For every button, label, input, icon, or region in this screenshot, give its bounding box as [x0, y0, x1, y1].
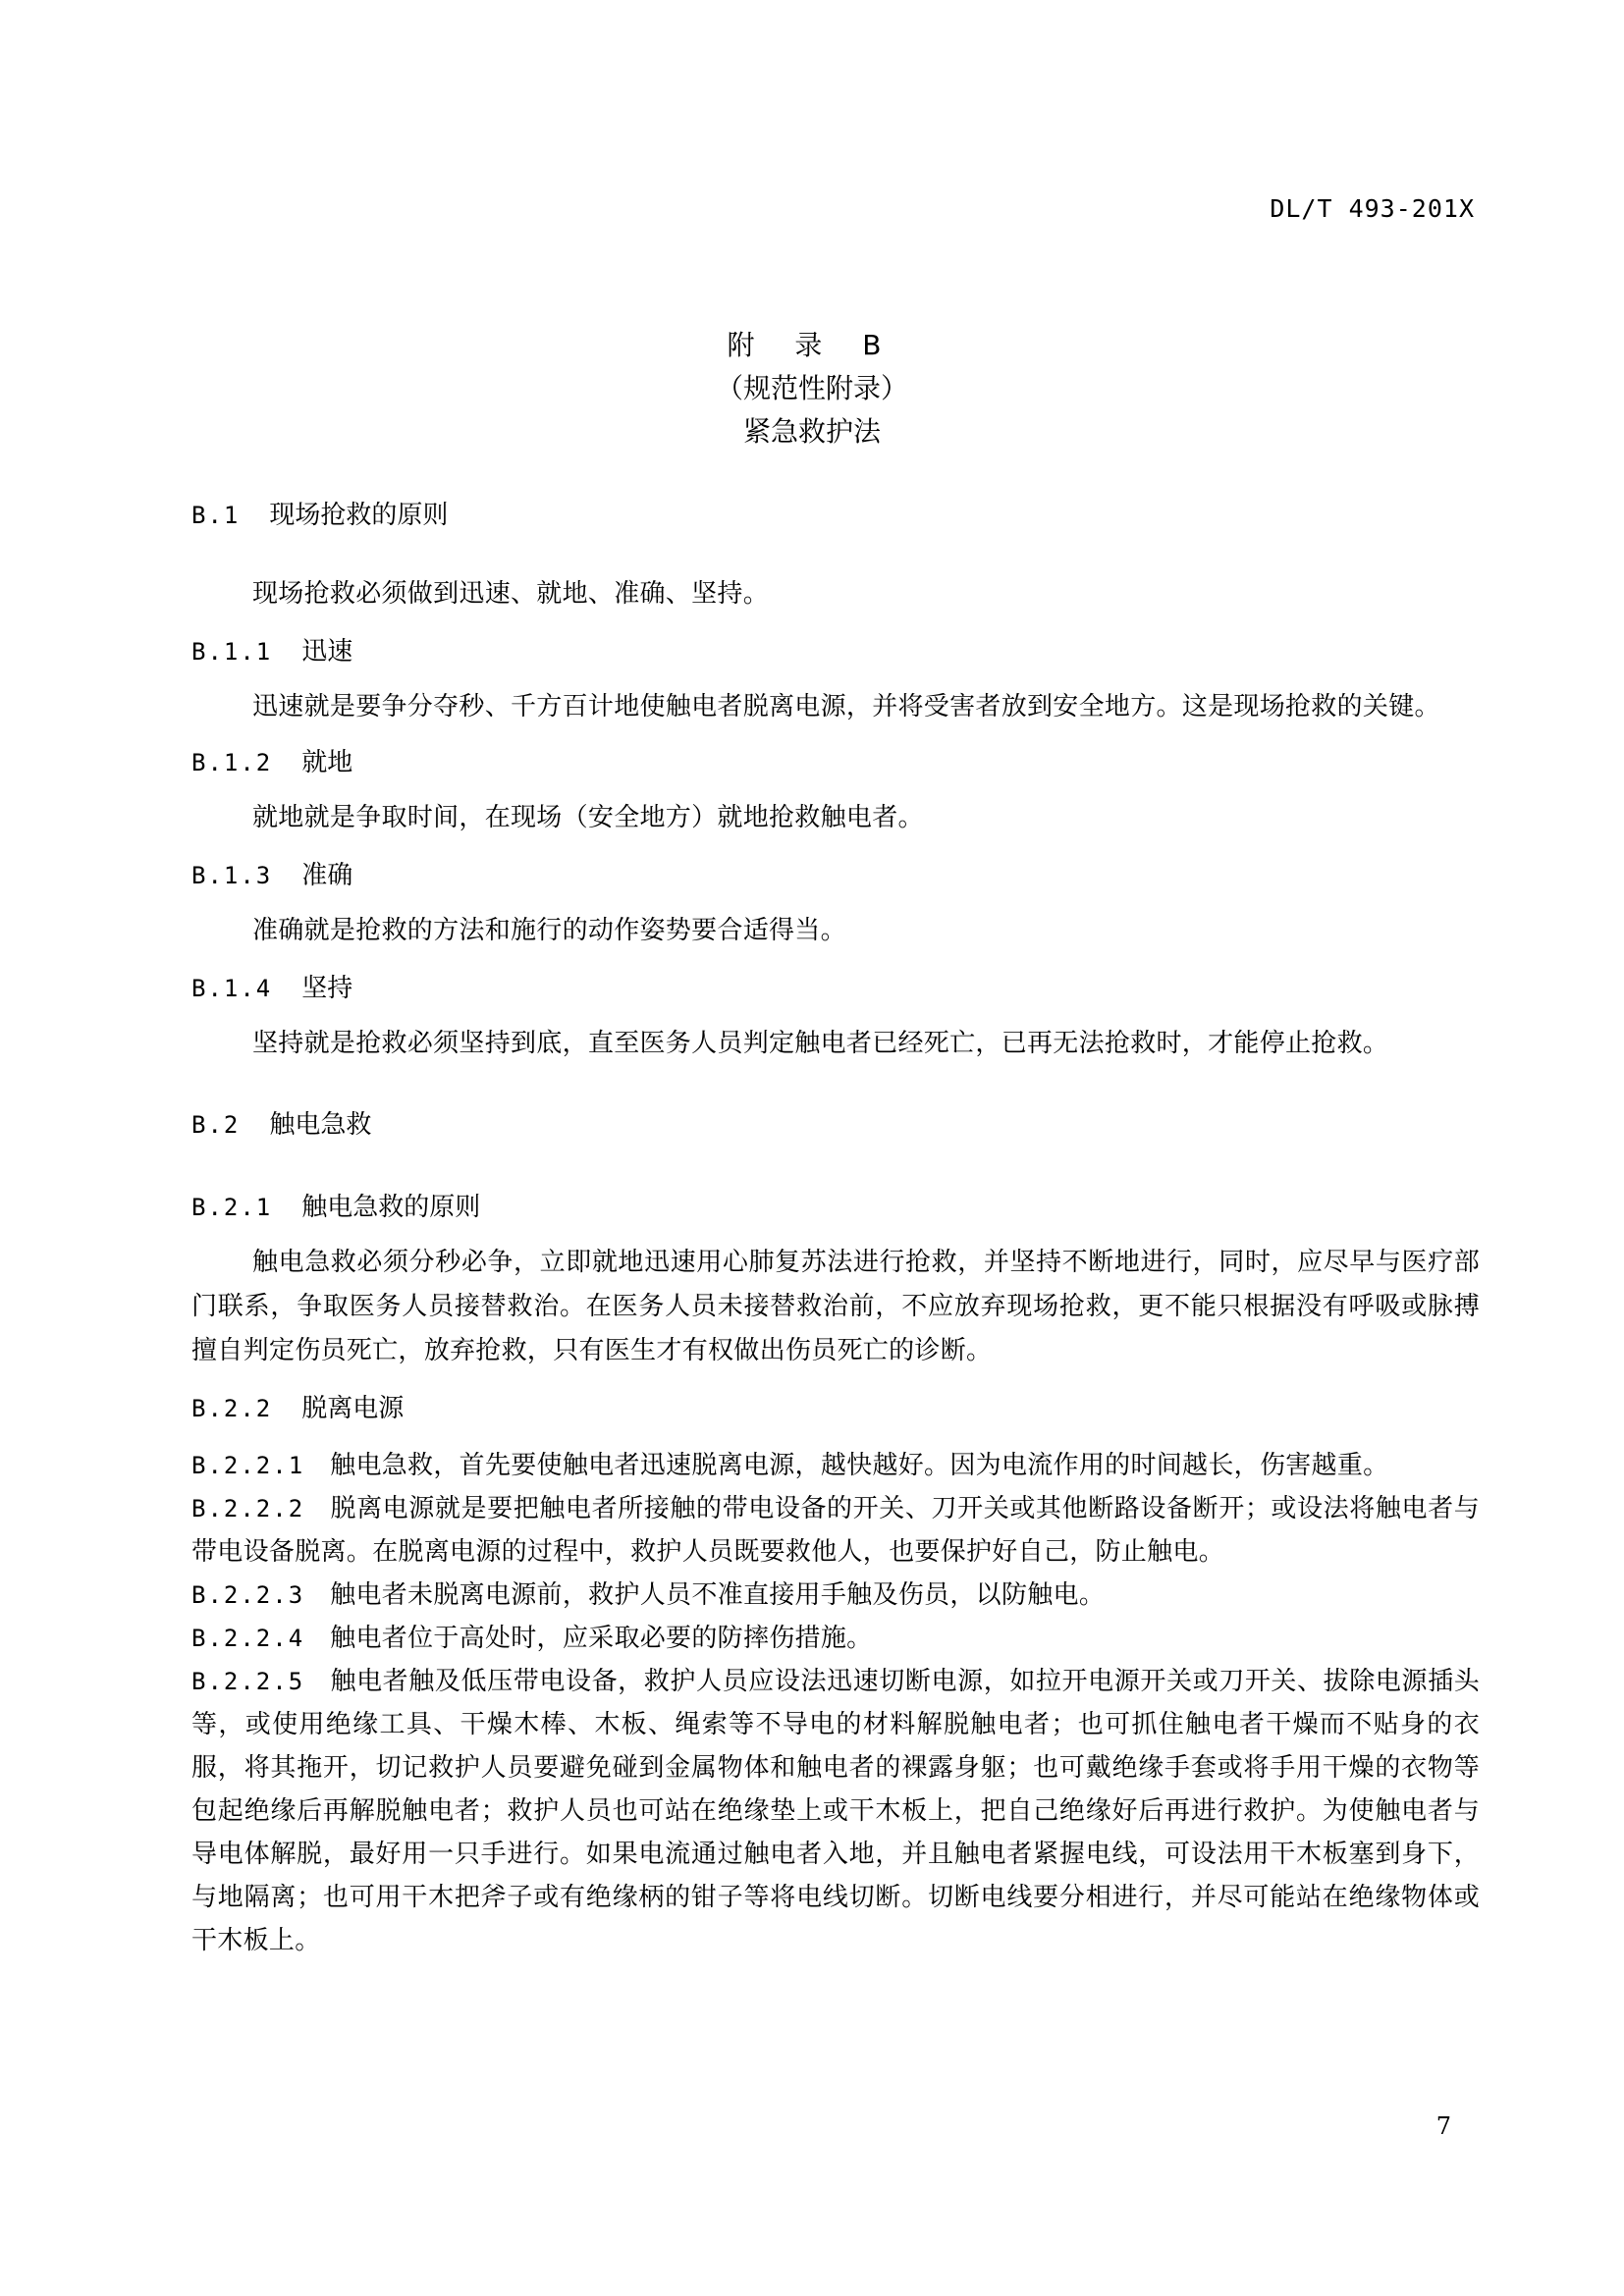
paragraph: 准确就是抢救的方法和施行的动作姿势要合适得当。	[252, 916, 846, 945]
clause-number: B.2.2.1	[191, 1452, 305, 1479]
section-number: B.1.3	[191, 862, 273, 889]
clause-b2-2-1	[191, 1444, 1480, 1487]
section-heading-b1-1	[191, 632, 1480, 671]
section-title: 现场抢救的原则	[269, 501, 449, 530]
section-number: B.2.1	[191, 1194, 273, 1221]
section-title: 就地	[301, 748, 353, 777]
clause-b2-2-4	[191, 1617, 1480, 1660]
section-title: 坚持	[301, 974, 353, 1003]
annex-title-block	[0, 324, 1624, 454]
section-heading-b1-3	[191, 856, 1480, 895]
paragraph: 坚持就是抢救必须坚持到底，直至医务人员判定触电者已经死亡，已再无法抢救时，才能停止抢救。	[252, 1029, 1389, 1058]
section-number: B.1.4	[191, 975, 273, 1002]
document-code: DL/T 493-201X	[1270, 194, 1475, 223]
annex-name: 紧急救护法	[742, 415, 881, 448]
clause-number: B.2.2.2	[191, 1495, 305, 1522]
section-heading-b2-2	[191, 1389, 1480, 1428]
section-heading-b2-1	[191, 1188, 1480, 1227]
page-number: 7	[1435, 2112, 1451, 2140]
section-number: B.1.1	[191, 638, 273, 666]
paragraph: 迅速就是要争分夺秒、千方百计地使触电者脱离电源，并将受害者放到安全地方。这是现场抢救的关键。	[252, 692, 1440, 721]
section-title: 触电急救的原则	[301, 1193, 481, 1222]
section-title: 准确	[301, 861, 353, 890]
section-heading-b1	[191, 496, 1480, 535]
clause-b2-2-5	[191, 1660, 1480, 1962]
document-body	[191, 496, 1480, 1962]
section-title: 触电急救	[269, 1110, 372, 1140]
section-number: B.2.2	[191, 1395, 273, 1422]
annex-type: （规范性附录）	[715, 372, 908, 404]
section-title: 脱离电源	[301, 1394, 405, 1423]
section-title: 迅速	[301, 637, 353, 667]
clause-text: 触电者触及低压带电设备，救护人员应设法迅速切断电源，如拉开电源开关或刀开关、拔除电源插头等，或使用绝缘工具、干燥木棒、木板、绳索等不导电的材料解脱触电者；也可抓住触电者干燥而不贴身的衣服，将其拖开，切记救护人员要避免碰到金属物体和触电者的裸露身躯；也可戴绝缘手套或将手用干燥的衣物等包起绝缘后再解脱触电者；救护人员也可站在绝缘垫上或干木板上，把自己绝缘好后再进行救护。为使触电者与导电体解脱，最好用一只手进行。如果电流通过触电者入地，并且触电者紧握电线，可设法用干木板塞到身下，与地隔离；也可用干木把斧子或有绝缘柄的钳子等将电线切断。切断电线要分相进行，并尽可能站在绝缘物体或干木板上。	[191, 1667, 1480, 1955]
section-heading-b1-2	[191, 743, 1480, 782]
section-heading-b2	[191, 1105, 1480, 1145]
clause-text: 触电者未脱离电源前，救护人员不准直接用手触及伤员，以防触电。	[330, 1580, 1106, 1610]
clause-b2-2-2	[191, 1487, 1480, 1574]
clause-text: 脱离电源就是要把触电者所接触的带电设备的开关、刀开关或其他断路设备断开；或设法将触电者与带电设备脱离。在脱离电源的过程中，救护人员既要救他人，也要保护好自己，防止触电。	[191, 1494, 1480, 1567]
clause-number: B.2.2.3	[191, 1581, 305, 1609]
paragraph: 就地就是争取时间，在现场（安全地方）就地抢救触电者。	[252, 803, 924, 832]
section-number: B.1.2	[191, 749, 273, 776]
clause-text: 触电急救，首先要使触电者迅速脱离电源，越快越好。因为电流作用的时间越长，伤害越重。	[330, 1451, 1389, 1480]
section-number: B.2	[191, 1111, 241, 1139]
clause-number: B.2.2.4	[191, 1625, 305, 1652]
clause-b2-2-3	[191, 1574, 1480, 1617]
annex-label: 附 录 B	[727, 329, 897, 361]
clause-text: 触电者位于高处时，应采取必要的防摔伤措施。	[330, 1624, 873, 1653]
paragraph: 现场抢救必须做到迅速、就地、准确、坚持。	[252, 579, 770, 609]
section-number: B.1	[191, 502, 241, 529]
clause-number: B.2.2.5	[191, 1668, 305, 1695]
paragraph: 触电急救必须分秒必争，立即就地迅速用心肺复苏法进行抢救，并坚持不断地进行，同时，应尽早与医疗部门联系，争取医务人员接替救治。在医务人员未接替救治前，不应放弃现场抢救，更不能只根据没有呼吸或脉搏擅自判定伤员死亡，放弃抢救，只有医生才有权做出伤员死亡的诊断。	[191, 1248, 1480, 1365]
section-heading-b1-4	[191, 969, 1480, 1008]
